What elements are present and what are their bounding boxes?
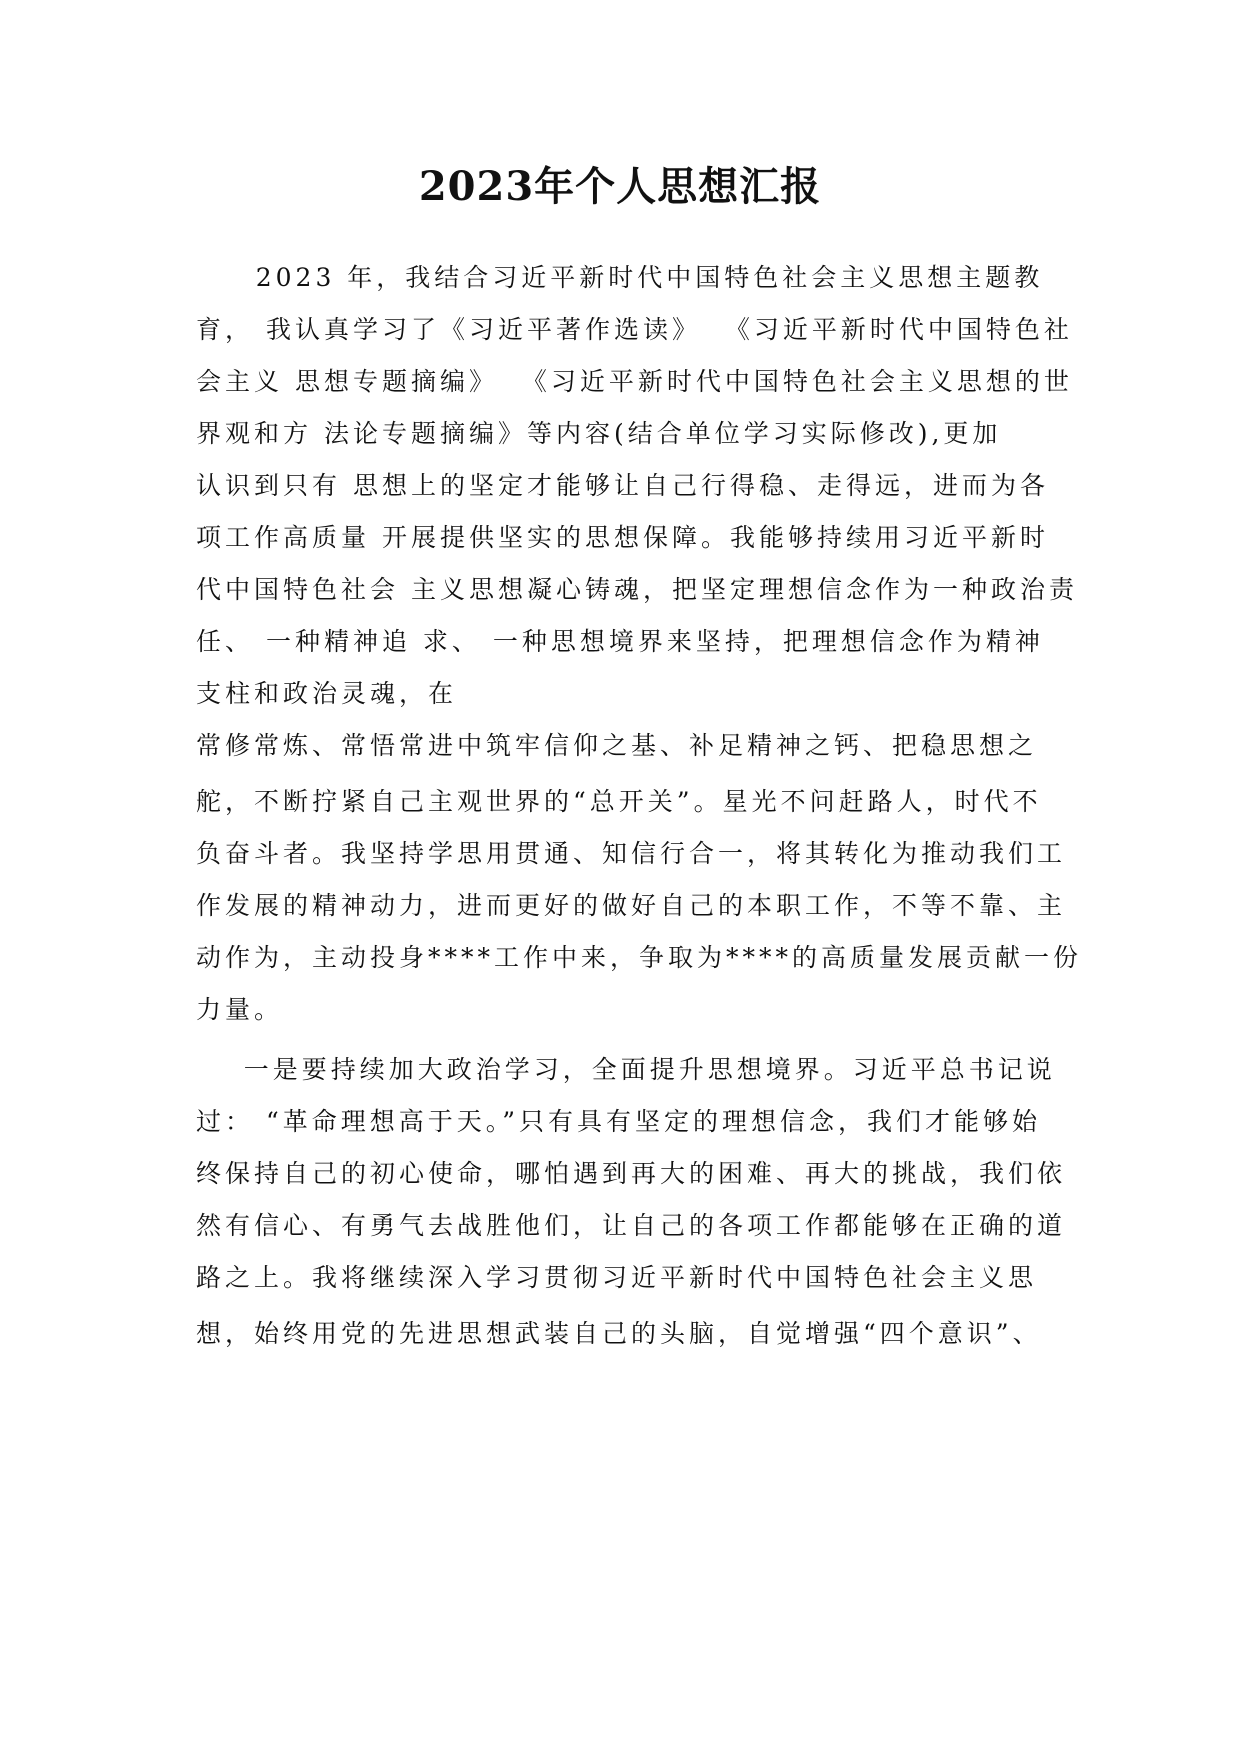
paragraph-1-line-6: 项工作高质量 开展提供坚实的思想保障。我能够持续用习近平新时 (196, 523, 1049, 552)
paragraph-1-line-1: 2023 年，我结合习近平新时代中国特色社会主义思想主题教 (196, 263, 1044, 292)
paragraph-1-line-3: 会主义 思想专题摘编》 《习近平新时代中国特色社会主义思想的世 (196, 367, 1073, 396)
paragraph-1-line-9: 支柱和政治灵魂，在 (196, 679, 458, 708)
paragraph-1-line-15: 力量。 (196, 995, 284, 1024)
paragraph-2-line-6: 想，始终用党的先进思想武装自己的头脑，自觉增强“四个意识”、 (196, 1319, 1042, 1348)
paragraph-1-line-12: 负奋斗者。我坚持学思用贯通、知信行合一，将其转化为推动我们工 (196, 839, 1067, 868)
paragraph-1-line-14: 动作为，主动投身****工作中来，争取为****的高质量发展贡献一份 (196, 943, 1083, 972)
paragraph-1-line-2: 育， 我认真学习了《习近平著作选读》 《习近平新时代中国特色社 (196, 315, 1073, 344)
paragraph-2-line-2: 过： “革命理想高于天。”只有具有坚定的理想信念，我们才能够始 (196, 1107, 1042, 1136)
paragraph-1-line-13: 作发展的精神动力，进而更好的做好自己的本职工作，不等不靠、主 (196, 891, 1067, 920)
paragraph-2-line-1: 一是要持续加大政治学习，全面提升思想境界。习近平总书记说 (196, 1055, 1056, 1084)
paragraph-2-line-3: 终保持自己的初心使命，哪怕遇到再大的困难、再大的挑战，我们依 (196, 1159, 1067, 1188)
paragraph-1-line-10: 常修常炼、常悟常进中筑牢信仰之基、补足精神之钙、把稳思想之 (196, 731, 1038, 760)
paragraph-1-line-7: 代中国特色社会 主义思想凝心铸魂，把坚定理想信念作为一种政治责 (196, 575, 1078, 604)
paragraph-1-line-4: 界观和方 法论专题摘编》等内容(结合单位学习实际修改),更加 (196, 419, 1002, 448)
paragraph-1-line-5: 认识到只有 思想上的坚定才能够让自己行得稳、走得远，进而为各 (196, 471, 1049, 500)
paragraph-2-line-4: 然有信心、有勇气去战胜他们，让自己的各项工作都能够在正确的道 (196, 1211, 1067, 1240)
paragraph-2-line-5: 路之上。我将继续深入学习贯彻习近平新时代中国特色社会主义思 (196, 1263, 1038, 1292)
paragraph-1-line-11: 舵，不断拧紧自己主观世界的“总开关”。星光不问赶路人，时代不 (196, 787, 1042, 816)
paragraph-1-line-8: 任、 一种精神追 求、 一种思想境界来坚持，把理想信念作为精神 (196, 627, 1044, 656)
document-title: 2023年个人思想汇报 (418, 163, 822, 210)
